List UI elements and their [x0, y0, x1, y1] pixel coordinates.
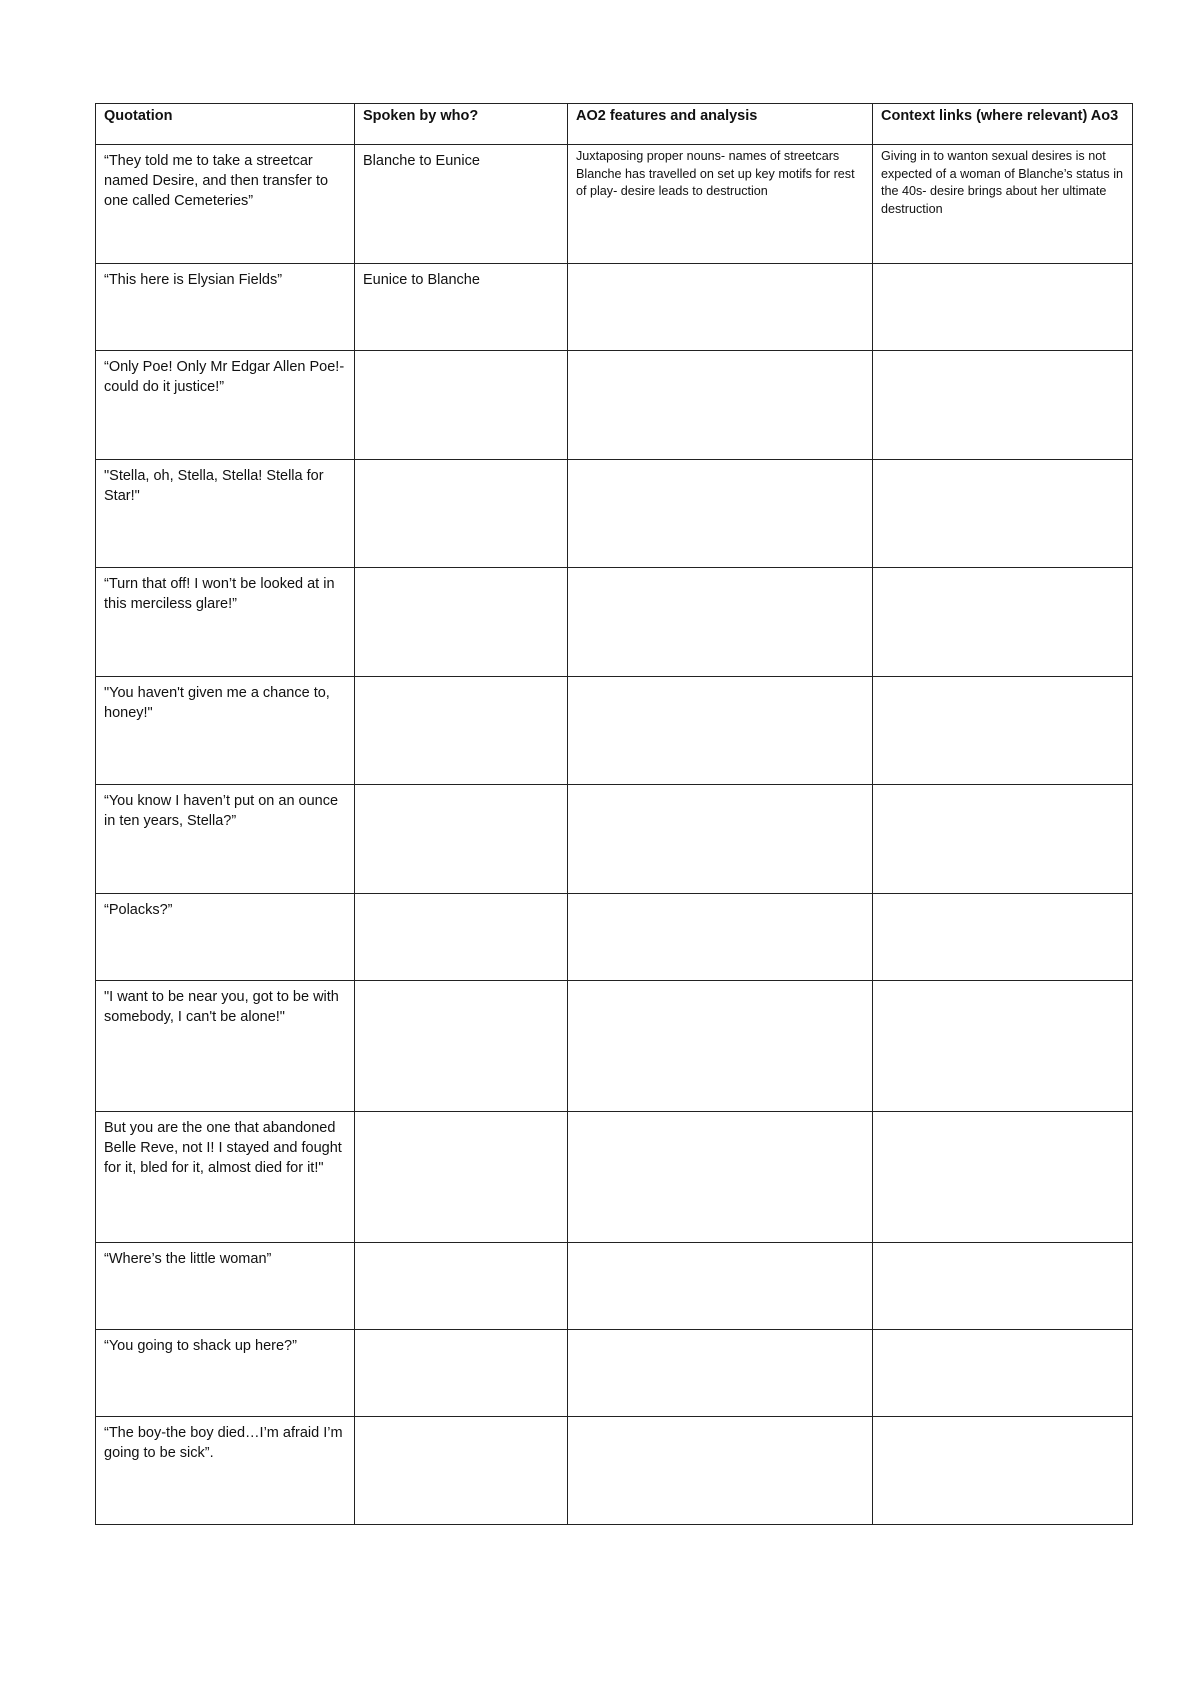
speaker-cell: Eunice to Blanche: [355, 264, 568, 351]
context-cell: [873, 460, 1133, 568]
analysis-cell: [568, 1243, 873, 1330]
table-row: [96, 894, 1133, 981]
speaker-cell: [355, 351, 568, 460]
header-ao3-context: Context links (where relevant) Ao3: [873, 104, 1133, 145]
table-row: [96, 1243, 1133, 1330]
context-cell: [873, 1417, 1133, 1525]
context-cell: [873, 894, 1133, 981]
table-row: [96, 568, 1133, 677]
context-cell: [873, 677, 1133, 785]
quotation-cell: “Only Poe! Only Mr Edgar Allen Poe!- could do it justice!”: [96, 351, 355, 460]
table-row: [96, 785, 1133, 894]
quotation-cell: "I want to be near you, got to be with somebody, I can't be alone!": [96, 981, 355, 1112]
quotation-cell: “You going to shack up here?”: [96, 1330, 355, 1417]
context-cell: [873, 264, 1133, 351]
context-cell: Giving in to wanton sexual desires is not expected of a woman of Blanche’s status in the 40s- desire brings about her ultimate destruction: [873, 145, 1133, 264]
speaker-cell: Blanche to Eunice: [355, 145, 568, 264]
quotation-analysis-table: [95, 103, 1133, 1525]
analysis-cell: [568, 264, 873, 351]
header-ao2-analysis: AO2 features and analysis: [568, 104, 873, 145]
speaker-cell: [355, 1417, 568, 1525]
speaker-cell: [355, 1112, 568, 1243]
speaker-cell: [355, 1330, 568, 1417]
context-cell: [873, 1330, 1133, 1417]
quotation-cell: But you are the one that abandoned Belle Reve, not I! I stayed and fought for it, bled for it, almost died for it!": [96, 1112, 355, 1243]
worksheet: [95, 103, 1132, 1525]
speaker-cell: [355, 460, 568, 568]
quotation-cell: "You haven't given me a chance to, honey!": [96, 677, 355, 785]
quotation-cell: “Turn that off! I won’t be looked at in this merciless glare!”: [96, 568, 355, 677]
speaker-cell: [355, 981, 568, 1112]
speaker-cell: [355, 677, 568, 785]
quotation-cell: “Polacks?”: [96, 894, 355, 981]
header-quotation: Quotation: [96, 104, 355, 145]
analysis-cell: [568, 460, 873, 568]
quotation-cell: “They told me to take a streetcar named Desire, and then transfer to one called Cemeteries”: [96, 145, 355, 264]
analysis-cell: [568, 1112, 873, 1243]
analysis-cell: [568, 677, 873, 785]
quotation-cell: "Stella, oh, Stella, Stella! Stella for Star!": [96, 460, 355, 568]
analysis-cell: [568, 894, 873, 981]
table-row: [96, 1112, 1133, 1243]
table-row: [96, 351, 1133, 460]
context-cell: [873, 785, 1133, 894]
analysis-cell: [568, 1417, 873, 1525]
table-row: [96, 1330, 1133, 1417]
context-cell: [873, 1112, 1133, 1243]
speaker-cell: [355, 785, 568, 894]
analysis-cell: [568, 568, 873, 677]
analysis-cell: [568, 785, 873, 894]
analysis-cell: [568, 351, 873, 460]
table-row: [96, 677, 1133, 785]
header-spoken-by: Spoken by who?: [355, 104, 568, 145]
table-row: [96, 1417, 1133, 1525]
speaker-cell: [355, 568, 568, 677]
context-cell: [873, 351, 1133, 460]
quotation-cell: “This here is Elysian Fields”: [96, 264, 355, 351]
analysis-cell: Juxtaposing proper nouns- names of streetcars Blanche has travelled on set up key motifs for rest of play- desire leads to destruction: [568, 145, 873, 264]
quotation-cell: “Where’s the little woman”: [96, 1243, 355, 1330]
header-row: [96, 104, 1133, 145]
analysis-cell: [568, 981, 873, 1112]
table-row: [96, 264, 1133, 351]
context-cell: [873, 568, 1133, 677]
context-cell: [873, 981, 1133, 1112]
speaker-cell: [355, 894, 568, 981]
table-row: [96, 145, 1133, 264]
table-row: [96, 981, 1133, 1112]
table-row: [96, 460, 1133, 568]
speaker-cell: [355, 1243, 568, 1330]
quotation-cell: “The boy-the boy died…I’m afraid I’m going to be sick”.: [96, 1417, 355, 1525]
context-cell: [873, 1243, 1133, 1330]
analysis-cell: [568, 1330, 873, 1417]
quotation-cell: “You know I haven’t put on an ounce in ten years, Stella?”: [96, 785, 355, 894]
